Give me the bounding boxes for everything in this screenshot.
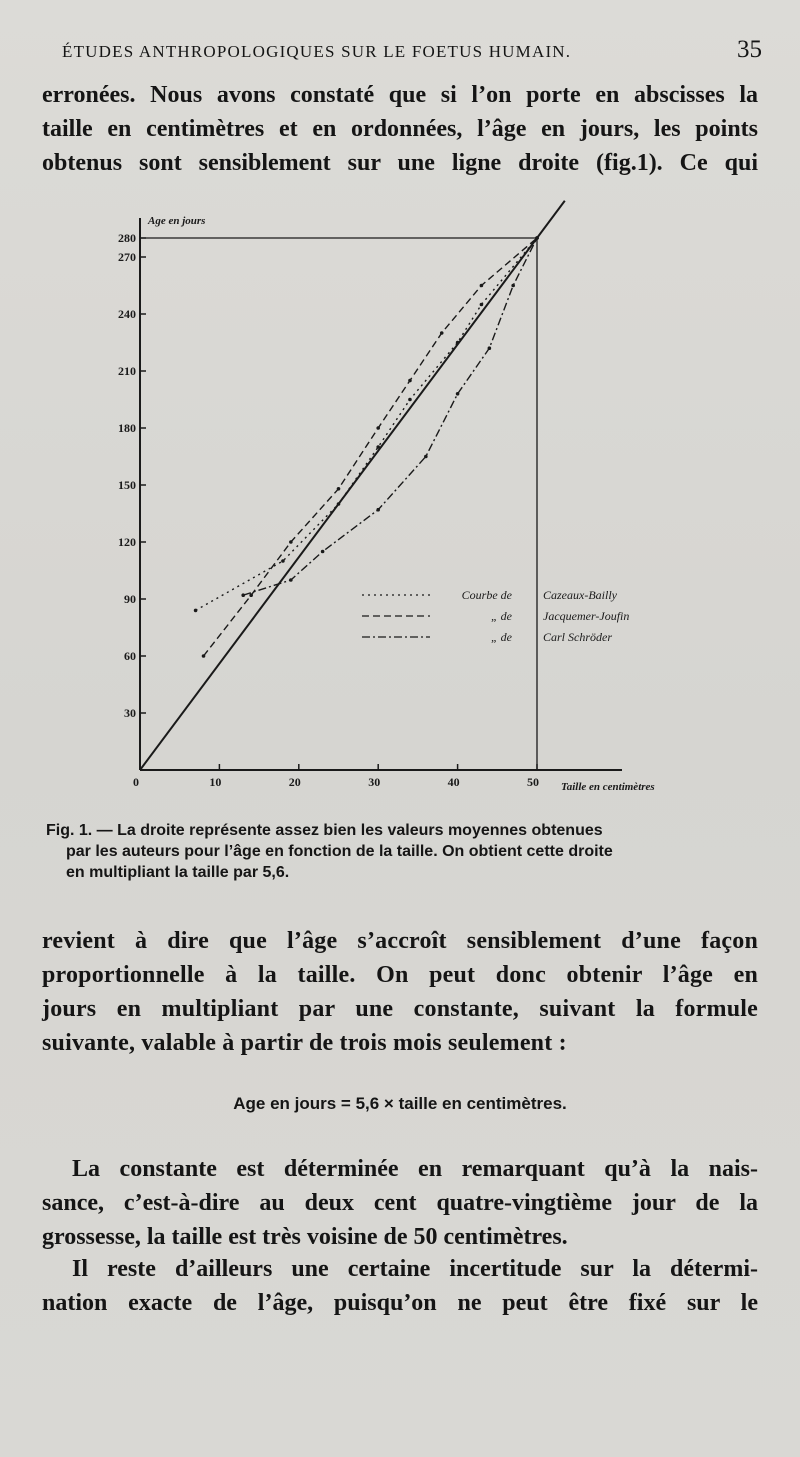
x-tick-label: 0 <box>133 775 139 789</box>
legend-label: Carl Schröder <box>543 630 612 644</box>
data-point <box>511 284 515 288</box>
data-point <box>337 487 341 491</box>
text-line: obtenus sont sensiblement sur une ligne droite (fig.1). Ce qui <box>42 150 758 176</box>
x-tick-label: 30 <box>368 775 381 789</box>
text-line: Il reste d’ailleurs une certaine incertitude sur la détermi- <box>72 1256 758 1282</box>
y-axis-label: Age en jours <box>148 215 206 227</box>
y-tick-label: 60 <box>124 649 136 663</box>
running-head <box>62 36 762 66</box>
reference-line <box>140 201 565 770</box>
series-line-1 <box>196 238 537 610</box>
y-tick-label: 280 <box>118 231 136 245</box>
chart-svg <box>100 196 720 816</box>
data-point <box>376 426 380 430</box>
page-number: 35 <box>737 36 762 63</box>
x-tick-label: 10 <box>209 775 222 789</box>
data-point <box>376 508 380 512</box>
y-tick-label: 120 <box>118 535 136 549</box>
text-line: erronées. Nous avons constaté que si l’on porte en abscisses la <box>42 82 758 108</box>
running-title: ÉTUDES ANTHROPOLOGIQUES SUR LE FOETUS HUMAIN. <box>62 42 572 61</box>
x-tick-label: 50 <box>527 775 539 789</box>
text-line: suivante, valable à partir de trois mois seulement : <box>42 1030 567 1056</box>
figure-caption <box>46 820 758 883</box>
text-line: proportionnelle à la taille. On peut donc obtenir l’âge en <box>42 962 758 988</box>
x-tick-label: 40 <box>447 775 460 789</box>
caption-line: en multipliant la taille par 5,6. <box>66 864 290 881</box>
figure-1-chart <box>100 196 720 816</box>
y-tick-label: 90 <box>124 592 136 606</box>
data-point <box>289 540 293 544</box>
legend-prefix: „ de <box>491 630 512 644</box>
text-line: La constante est déterminée en remarquant qu’à la nais- <box>72 1156 758 1182</box>
text-line: taille en centimètres et en ordonnées, l’âge en jours, les points <box>42 116 758 142</box>
data-point <box>202 654 206 658</box>
data-point <box>408 398 412 402</box>
legend-label: Jacquemer-Joufin <box>543 609 630 623</box>
y-tick-label: 210 <box>118 364 136 378</box>
data-point <box>480 284 484 288</box>
data-point <box>321 550 325 554</box>
data-point <box>440 331 444 335</box>
y-tick-label: 270 <box>118 250 136 264</box>
x-axis-label: Taille en centimètres <box>561 781 655 793</box>
data-point <box>408 379 412 383</box>
data-point <box>249 593 253 597</box>
data-point <box>424 455 428 459</box>
text-line: jours en multipliant par une constante, suivant la formule <box>42 996 758 1022</box>
data-point <box>488 346 492 350</box>
text-line: sance, c’est-à-dire au deux cent quatre-vingtième jour de la <box>42 1190 758 1216</box>
data-point <box>535 236 539 240</box>
text-line: revient à dire que l’âge s’accroît sensiblement d’une façon <box>42 928 758 954</box>
paragraph-3 <box>42 1152 758 1254</box>
data-point <box>480 303 484 307</box>
paragraph-4 <box>42 1252 758 1320</box>
data-point <box>337 502 341 506</box>
legend-prefix: „ de <box>491 609 512 623</box>
caption-line: par les auteurs pour l’âge en fonction de la taille. On obtient cette droite <box>66 843 613 860</box>
formula: Age en jours = 5,6 × taille en centimètres. <box>233 1094 567 1113</box>
data-point <box>281 559 285 563</box>
y-tick-label: 180 <box>118 421 136 435</box>
legend-label: Cazeaux-Bailly <box>543 588 617 602</box>
data-point <box>241 593 245 597</box>
x-tick-label: 20 <box>288 775 301 789</box>
data-point <box>376 445 380 449</box>
text-line: nation exacte de l’âge, puisqu’on ne peut être fixé sur le <box>42 1290 758 1316</box>
paragraph-2 <box>42 924 758 1060</box>
y-tick-label: 240 <box>118 307 136 321</box>
y-tick-label: 30 <box>124 706 136 720</box>
text-line: grossesse, la taille est très voisine de 50 centimètres. <box>42 1224 568 1250</box>
data-point <box>456 341 460 345</box>
data-point <box>194 609 198 613</box>
series-line-3 <box>243 238 537 595</box>
y-tick-label: 150 <box>118 478 136 492</box>
caption-line: Fig. 1. — La droite représente assez bien les valeurs moyennes obtenues <box>46 822 603 839</box>
data-point <box>456 392 460 396</box>
legend-prefix: Courbe de <box>461 588 512 602</box>
data-point <box>289 578 293 582</box>
paragraph-1 <box>42 78 758 180</box>
